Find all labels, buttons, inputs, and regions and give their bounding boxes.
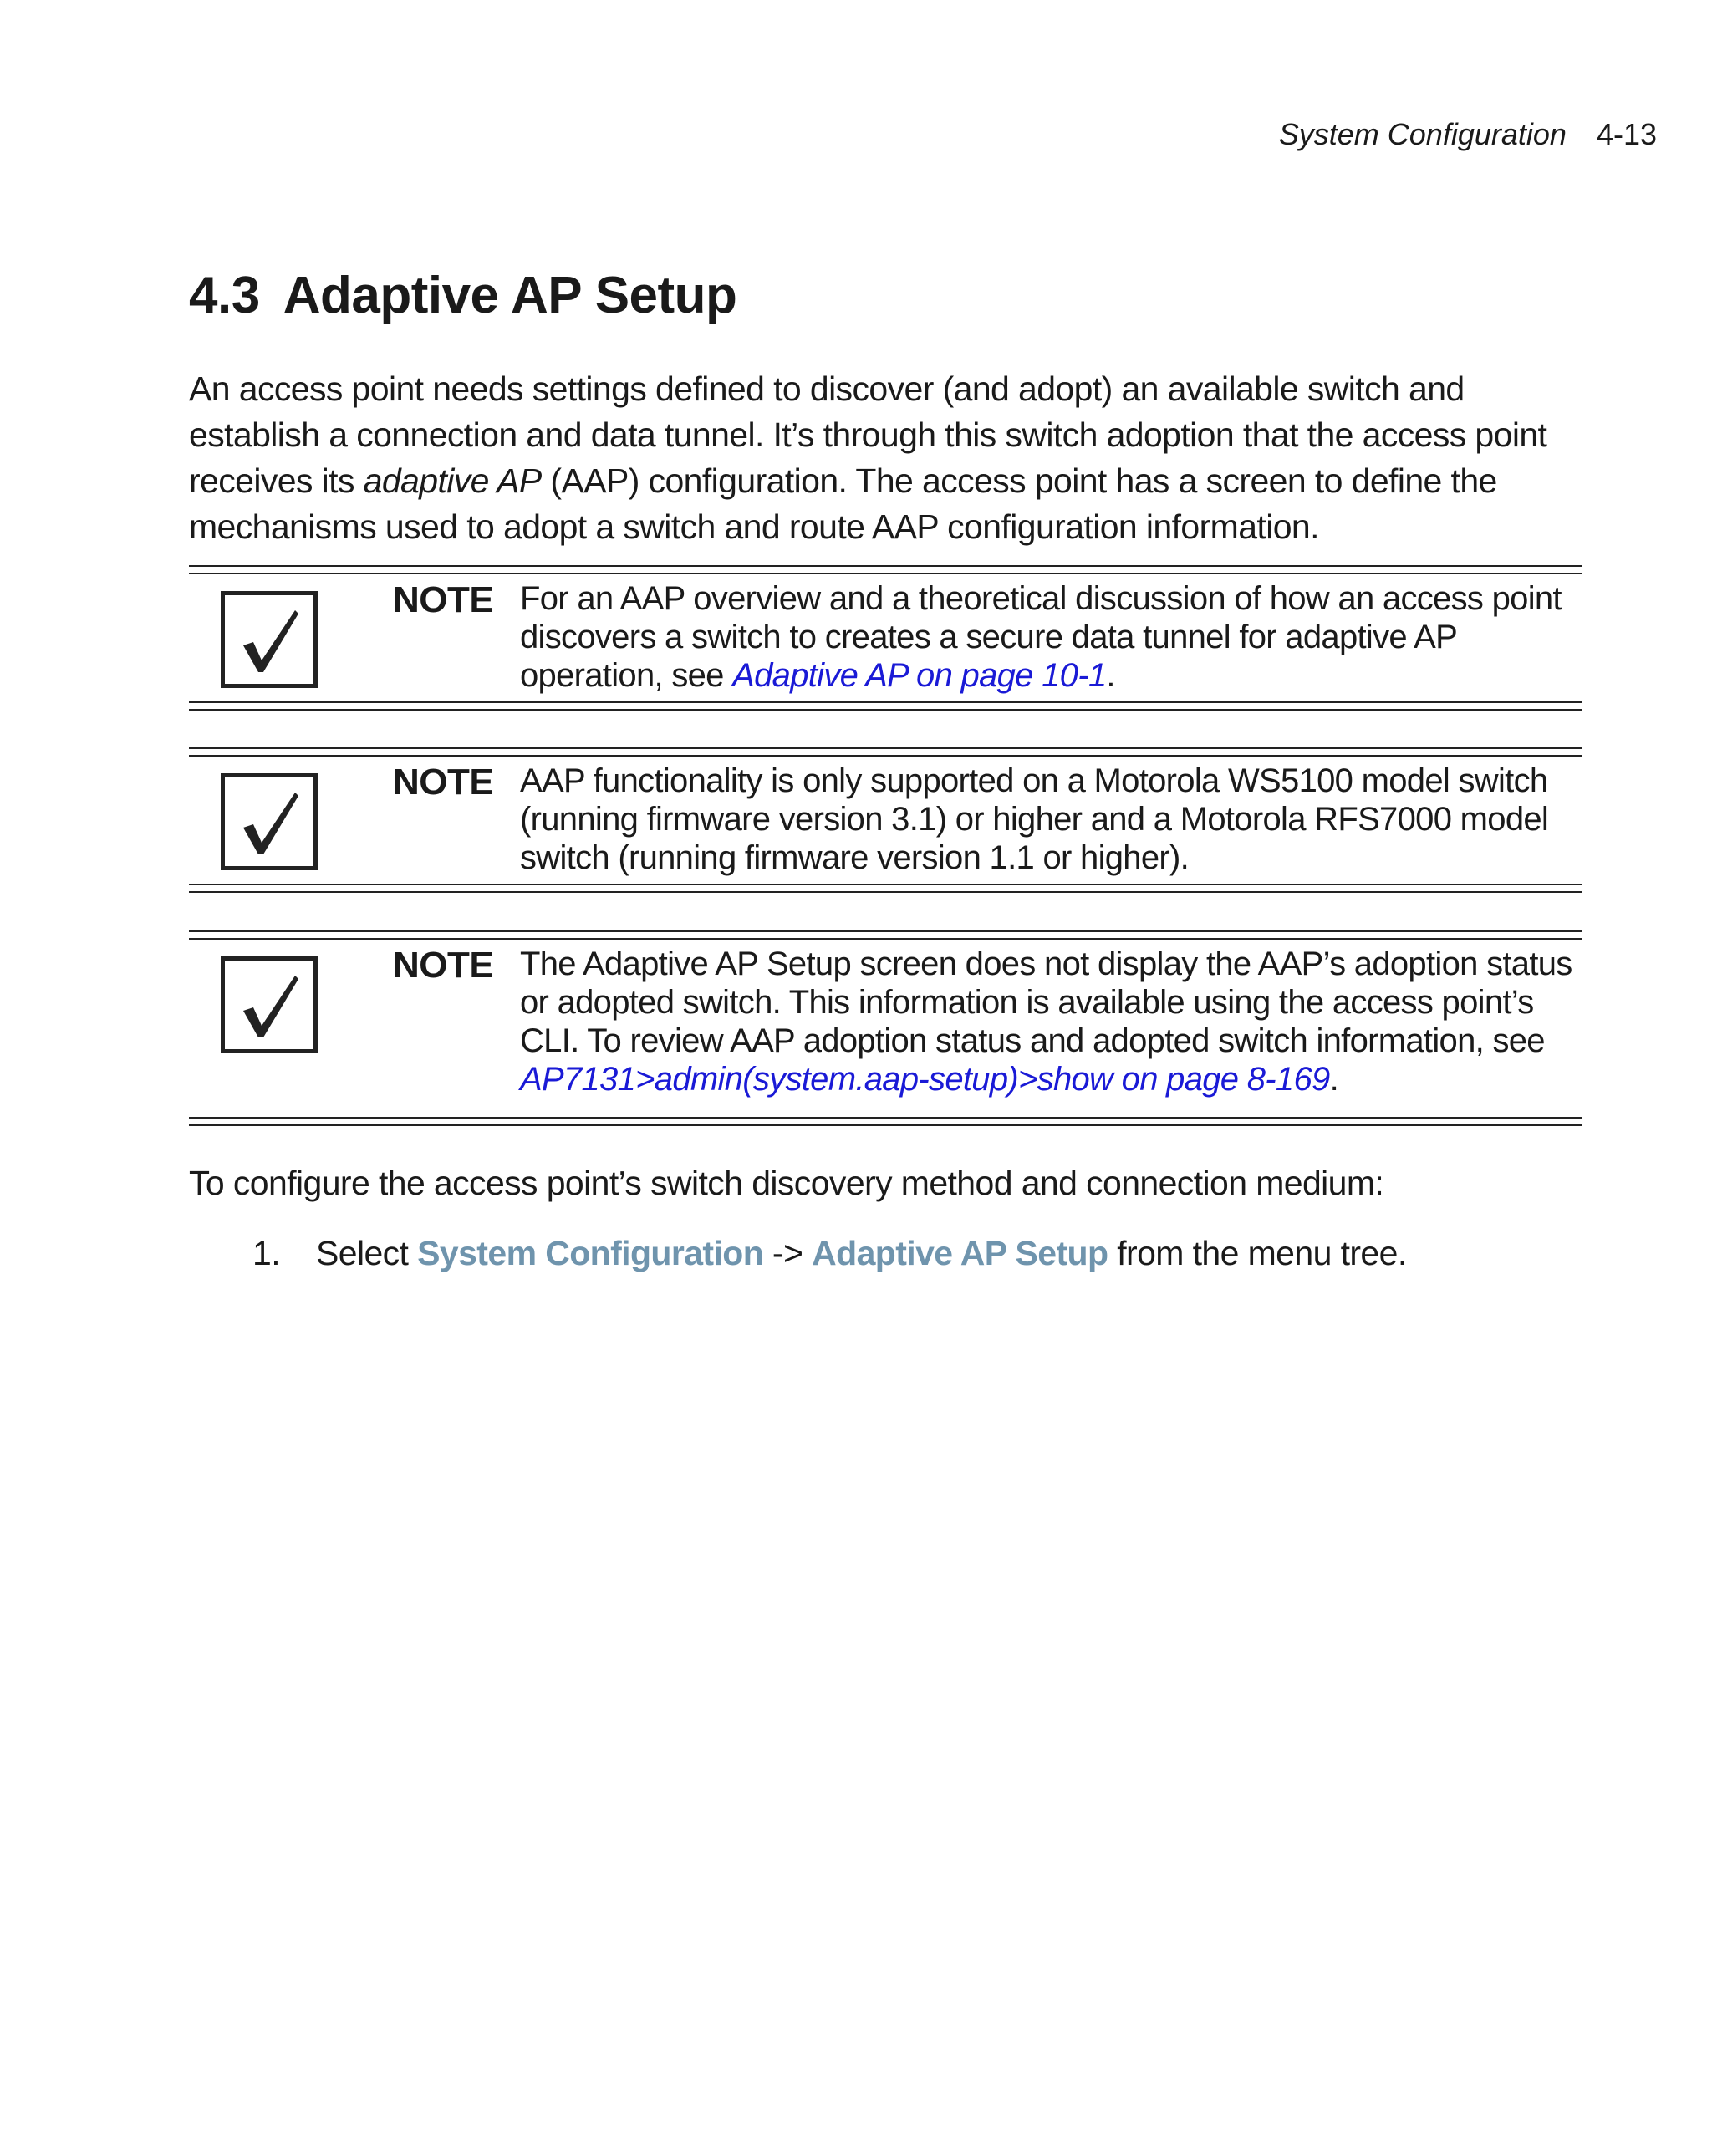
running-head-section: System Configuration bbox=[1278, 117, 1567, 151]
section-title: Adaptive AP Setup bbox=[283, 267, 737, 324]
note-text-body: The Adaptive AP Setup screen does not display the AAP’s adoption status or adopted switch. This information is available using the access point’s CLI. To review AAP adoption status and adopted switch information, see bbox=[520, 945, 1572, 1059]
note-label: NOTE bbox=[393, 579, 494, 620]
procedure-step bbox=[252, 1234, 1407, 1273]
note-bottom-rule bbox=[189, 884, 1582, 893]
cross-reference-link[interactable]: Adaptive AP on page 10-1 bbox=[732, 657, 1107, 694]
section-heading bbox=[189, 266, 736, 325]
menu-arrow: -> bbox=[763, 1234, 813, 1272]
step-text-end: from the menu tree. bbox=[1108, 1234, 1407, 1272]
intro-text-1: An access point needs settings defined to discover (and adopt) an available switch and establish a connection and data tunnel. It’s through this switch adoption that the access point receives its bbox=[189, 370, 1547, 500]
note-label: NOTE bbox=[393, 945, 494, 986]
note-top-rule bbox=[189, 930, 1582, 940]
running-head bbox=[1279, 117, 1657, 152]
note-box-1 bbox=[189, 565, 1582, 711]
note-bottom-rule bbox=[189, 1117, 1582, 1126]
note-top-rule bbox=[189, 747, 1582, 757]
note-text-end: . bbox=[1106, 657, 1115, 694]
note-text-body: For an AAP overview and a theoretical discussion of how an access point discovers a switch to creates a secure data tunnel for adaptive AP operation, see bbox=[520, 580, 1562, 694]
step-number: 1. bbox=[252, 1234, 280, 1272]
note-box-2 bbox=[189, 747, 1582, 893]
note-label: NOTE bbox=[393, 762, 494, 803]
menu-reference-system-configuration: System Configuration bbox=[417, 1234, 764, 1272]
checkmark-box-icon bbox=[221, 773, 318, 870]
menu-reference-adaptive-ap-setup: Adaptive AP Setup bbox=[812, 1234, 1108, 1272]
checkmark-box-icon bbox=[221, 591, 318, 688]
note-text-end: . bbox=[1329, 1061, 1338, 1098]
note-box-3 bbox=[189, 930, 1582, 1126]
intro-text-2: (AAP) configuration. The access point has a screen to define the mechanisms used to adopt a switch and route AAP configuration information. bbox=[189, 461, 1497, 546]
checkmark-box-icon bbox=[221, 956, 318, 1053]
note-text bbox=[520, 579, 1582, 695]
note-bottom-rule bbox=[189, 701, 1582, 711]
page-number: 4-13 bbox=[1596, 117, 1657, 151]
note-text: AAP functionality is only supported on a Motorola WS5100 model switch (running firmware version 3.1) or higher and a Motorola RFS7000 model switch (running firmware version 1.1 or higher). bbox=[520, 762, 1549, 876]
intro-emphasis: adaptive AP bbox=[363, 461, 542, 500]
cross-reference-link[interactable]: AP7131>admin(system.aap-setup)>show on page 8-169 bbox=[520, 1061, 1330, 1098]
step-text: Select bbox=[316, 1234, 418, 1272]
note-text bbox=[520, 945, 1582, 1098]
intro-paragraph bbox=[189, 366, 1577, 550]
note-top-rule bbox=[189, 565, 1582, 574]
procedure-lead: To configure the access point’s switch discovery method and connection medium: bbox=[189, 1164, 1384, 1202]
section-number: 4.3 bbox=[189, 267, 260, 324]
